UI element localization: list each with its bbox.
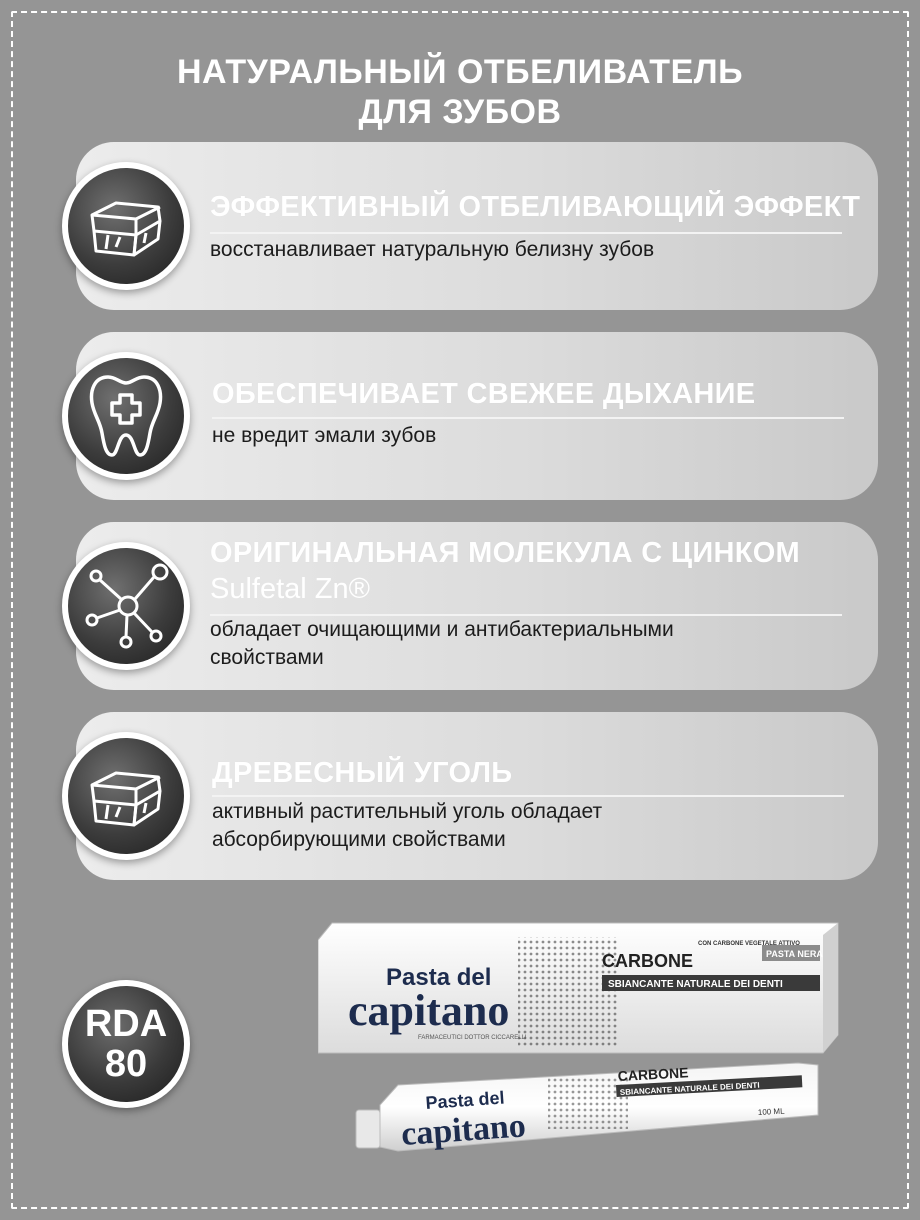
box-tagline: SBIANCANTE NATURALE DEI DENTI xyxy=(608,979,783,990)
page-headline xyxy=(0,52,920,132)
feature-divider xyxy=(212,795,844,797)
feature-description-line: абсорбирующими свойствами xyxy=(212,828,506,851)
feature-badge-charcoal xyxy=(62,732,190,860)
charcoal-block-icon xyxy=(86,761,166,831)
feature-card-whitening xyxy=(76,142,878,310)
feature-description-line: активный растительный уголь обладает xyxy=(212,800,603,823)
product-box xyxy=(318,923,838,1053)
feature-title: ОРИГИНАЛЬНАЯ МОЛЕКУЛА С ЦИНКОМ xyxy=(210,537,801,569)
tube-volume: 100 ML xyxy=(757,1106,785,1117)
rda-badge xyxy=(62,980,190,1108)
feature-description-line: обладает очищающими и антибактериальными xyxy=(210,618,674,641)
feature-description xyxy=(210,616,674,672)
feature-divider xyxy=(212,417,844,419)
rda-label: RDA xyxy=(84,1003,168,1045)
feature-title: ОБЕСПЕЧИВАЕТ СВЕЖЕЕ ДЫХАНИЕ xyxy=(212,378,756,410)
feature-description xyxy=(212,798,602,854)
feature-card-charcoal xyxy=(76,712,878,880)
box-tag: PASTA NERA xyxy=(766,949,823,959)
feature-card-zinc-molecule xyxy=(76,522,878,690)
feature-divider xyxy=(210,232,842,234)
feature-description: восстанавливает натуральную белизну зубов xyxy=(210,238,655,261)
feature-card-fresh-breath xyxy=(76,332,878,500)
feature-title: ДРЕВЕСНЫЙ УГОЛЬ xyxy=(212,757,513,789)
feature-subtitle: Sulfetal Zn® xyxy=(210,573,370,605)
rda-value: 80 xyxy=(104,1043,148,1085)
molecule-icon xyxy=(82,562,170,650)
box-maker: FARMACEUTICI DOTTOR CICCARELLI xyxy=(418,1035,527,1041)
box-badge-text: CON CARBONE VEGETALE ATTIVO xyxy=(698,941,800,947)
tube-brand-line-2: capitano xyxy=(399,1107,527,1153)
tube-brand-line-1: Pasta del xyxy=(424,1087,506,1113)
charcoal-block-icon xyxy=(86,191,166,261)
product-tube xyxy=(356,1063,818,1153)
feature-description: не вредит эмали зубов xyxy=(212,424,437,447)
feature-badge-whitening xyxy=(62,162,190,290)
tube-tagline: SBIANCANTE NATURALE DEI DENTI xyxy=(619,1080,760,1097)
tooth-cross-icon xyxy=(88,373,164,459)
product-image xyxy=(318,915,848,1170)
box-variant: CARBONE xyxy=(602,951,694,971)
feature-description-line: свойствами xyxy=(210,646,324,669)
headline-line-1: НАТУРАЛЬНЫЙ ОТБЕЛИВАТЕЛЬ xyxy=(176,53,744,91)
box-brand-line-2: capitano xyxy=(348,986,510,1035)
feature-badge-zinc-molecule xyxy=(62,542,190,670)
headline-line-2: ДЛЯ ЗУБОВ xyxy=(358,93,562,131)
feature-badge-fresh-breath xyxy=(62,352,190,480)
tube-variant: CARBONE xyxy=(617,1064,689,1084)
feature-title: ЭФФЕКТИВНЫЙ ОТБЕЛИВАЮЩИЙ ЭФФЕКТ xyxy=(210,191,861,223)
box-brand-line-1: Pasta del xyxy=(386,964,492,991)
